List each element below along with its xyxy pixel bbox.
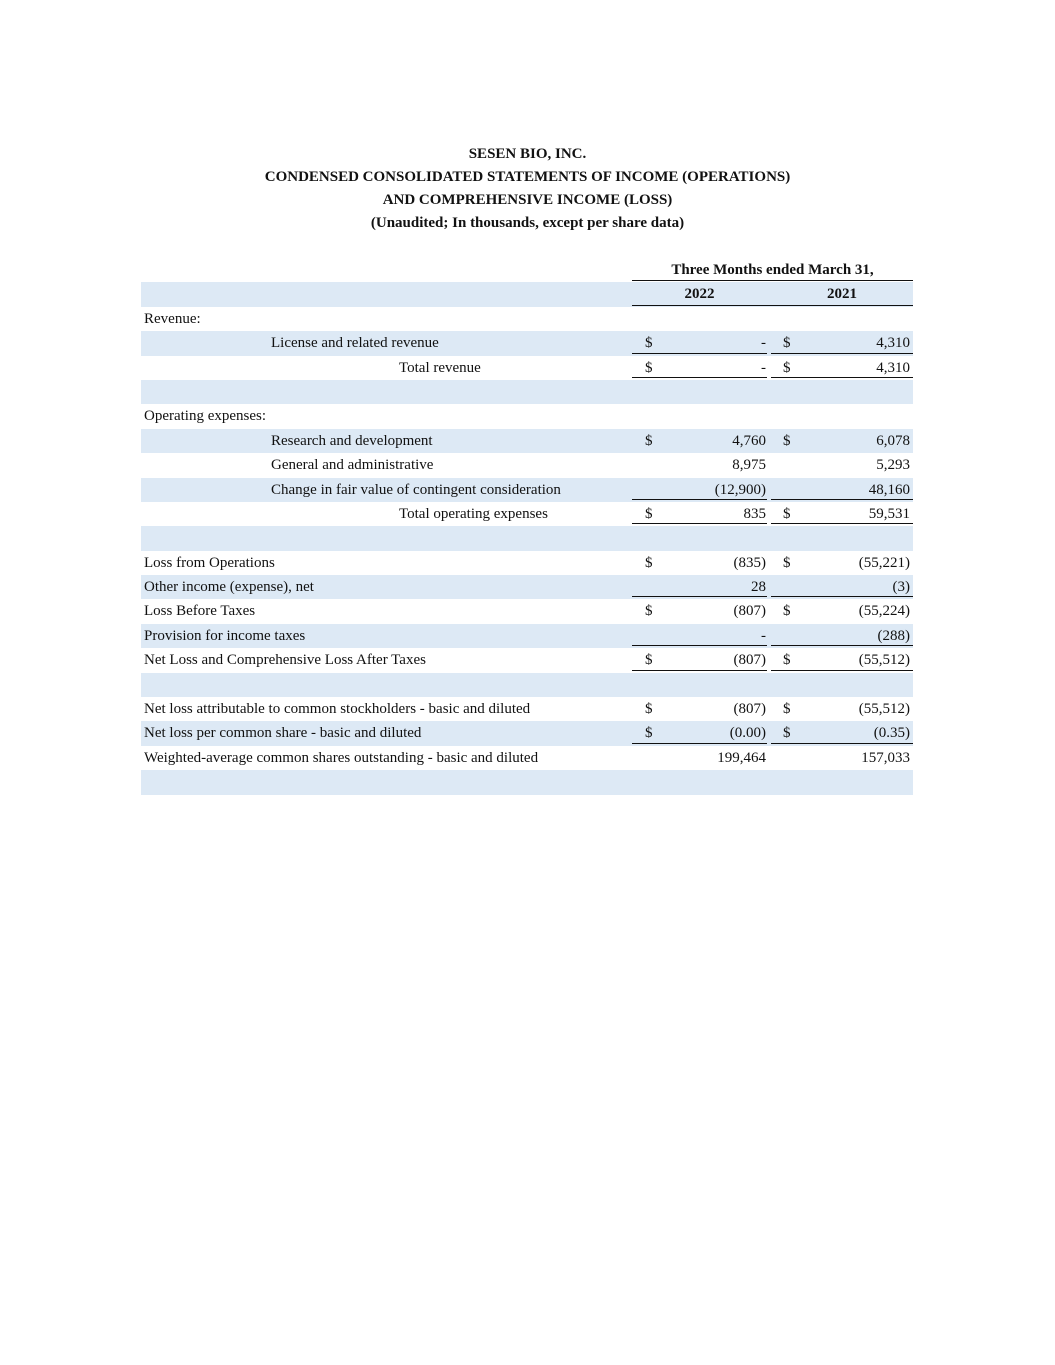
table-row: [141, 697, 913, 721]
table-row: [141, 599, 913, 623]
opex-heading: Operating expenses:: [144, 408, 267, 425]
currency-symbol: $: [645, 725, 653, 742]
currency-symbol: $: [783, 432, 791, 449]
row-label: Other income (expense), net: [144, 579, 314, 596]
currency-symbol: $: [783, 603, 791, 620]
column-header-year-row: [141, 282, 913, 306]
row-label: Loss Before Taxes: [144, 603, 256, 620]
table-row: [141, 648, 913, 672]
value-2022: 4,760: [732, 432, 766, 449]
table-row: [141, 478, 913, 502]
value-2022: (12,900): [714, 481, 766, 498]
value-2021: (0.35): [873, 725, 910, 742]
currency-symbol: $: [783, 725, 791, 742]
value-2021: 4,310: [876, 359, 910, 376]
value-2022: (835): [733, 554, 766, 571]
table-row: [141, 356, 913, 380]
value-2022: 28: [751, 579, 766, 596]
value-2021: (3): [892, 579, 910, 596]
currency-symbol: $: [783, 701, 791, 718]
row-label: Change in fair value of contingent consideration: [271, 481, 561, 498]
table-row: [141, 624, 913, 648]
value-2022: 835: [743, 505, 766, 522]
value-2022: (807): [733, 701, 766, 718]
currency-symbol: $: [645, 701, 653, 718]
value-2021: 5,293: [876, 457, 910, 474]
value-2021: 4,310: [876, 335, 910, 352]
company-name: SESEN BIO, INC.: [468, 146, 587, 162]
row-label: License and related revenue: [271, 335, 439, 352]
value-2021: 59,531: [868, 505, 910, 522]
row-label: Loss from Operations: [144, 554, 275, 571]
currency-symbol: $: [645, 603, 653, 620]
value-2021: 157,033: [861, 749, 910, 766]
value-2022: (0.00): [729, 725, 766, 742]
table-row: [141, 502, 913, 526]
table-row: [141, 746, 913, 770]
currency-symbol: $: [645, 505, 653, 522]
statement-subtitle: (Unaudited; In thousands, except per share data): [370, 215, 685, 231]
table-row: [141, 307, 913, 331]
statement-title-line2: AND COMPREHENSIVE INCOME (LOSS): [382, 192, 673, 208]
revenue-heading: Revenue:: [144, 310, 201, 327]
currency-symbol: $: [645, 432, 653, 449]
value-2021: 48,160: [868, 481, 910, 498]
spacer-row: [141, 526, 913, 550]
year-2021-header: 2021: [827, 286, 857, 303]
value-2022: 199,464: [717, 749, 766, 766]
table-row: [141, 575, 913, 599]
row-label: Total operating expenses: [399, 505, 548, 522]
value-2022: (807): [733, 652, 766, 669]
currency-symbol: $: [783, 359, 791, 376]
row-label: General and administrative: [271, 457, 434, 474]
value-2021: 6,078: [876, 432, 910, 449]
currency-symbol: $: [645, 359, 653, 376]
income-statement-table: [141, 258, 913, 795]
currency-symbol: $: [783, 554, 791, 571]
table-row: [141, 721, 913, 745]
row-label: Net Loss and Comprehensive Loss After Taxes: [144, 652, 426, 669]
value-2021: (288): [877, 627, 910, 644]
year-2022-header: 2022: [684, 286, 715, 303]
statement-title-line1: CONDENSED CONSOLIDATED STATEMENTS OF INCOME (OPERATIONS): [264, 169, 791, 185]
spacer-row: [141, 673, 913, 697]
value-2022: 8,975: [732, 457, 766, 474]
table-row: [141, 551, 913, 575]
row-label: Provision for income taxes: [144, 627, 306, 644]
column-header-period-row: [141, 258, 913, 282]
value-2022: -: [761, 627, 766, 644]
row-label: Net loss attributable to common stockholders - basic and diluted: [144, 701, 531, 718]
currency-symbol: $: [783, 335, 791, 352]
currency-symbol: $: [645, 335, 653, 352]
currency-symbol: $: [645, 652, 653, 669]
value-2021: (55,224): [858, 603, 910, 620]
value-2022: (807): [733, 603, 766, 620]
table-row: [141, 404, 913, 428]
table-row: [141, 331, 913, 355]
value-2022: -: [761, 335, 766, 352]
spacer-row: [141, 380, 913, 404]
table-row: [141, 453, 913, 477]
value-2022: -: [761, 359, 766, 376]
table-row: [141, 429, 913, 453]
value-2021: (55,221): [858, 554, 910, 571]
currency-symbol: $: [783, 505, 791, 522]
statement-header: [0, 143, 1055, 235]
row-label: Research and development: [271, 432, 433, 449]
value-2021: (55,512): [858, 701, 910, 718]
currency-symbol: $: [645, 554, 653, 571]
row-label: Net loss per common share - basic and diluted: [144, 725, 422, 742]
row-label: Weighted-average common shares outstanding - basic and diluted: [144, 749, 539, 766]
row-label: Total revenue: [399, 359, 481, 376]
period-header: Three Months ended March 31,: [671, 262, 874, 278]
currency-symbol: $: [783, 652, 791, 669]
spacer-row: [141, 770, 913, 794]
value-2021: (55,512): [858, 652, 910, 669]
